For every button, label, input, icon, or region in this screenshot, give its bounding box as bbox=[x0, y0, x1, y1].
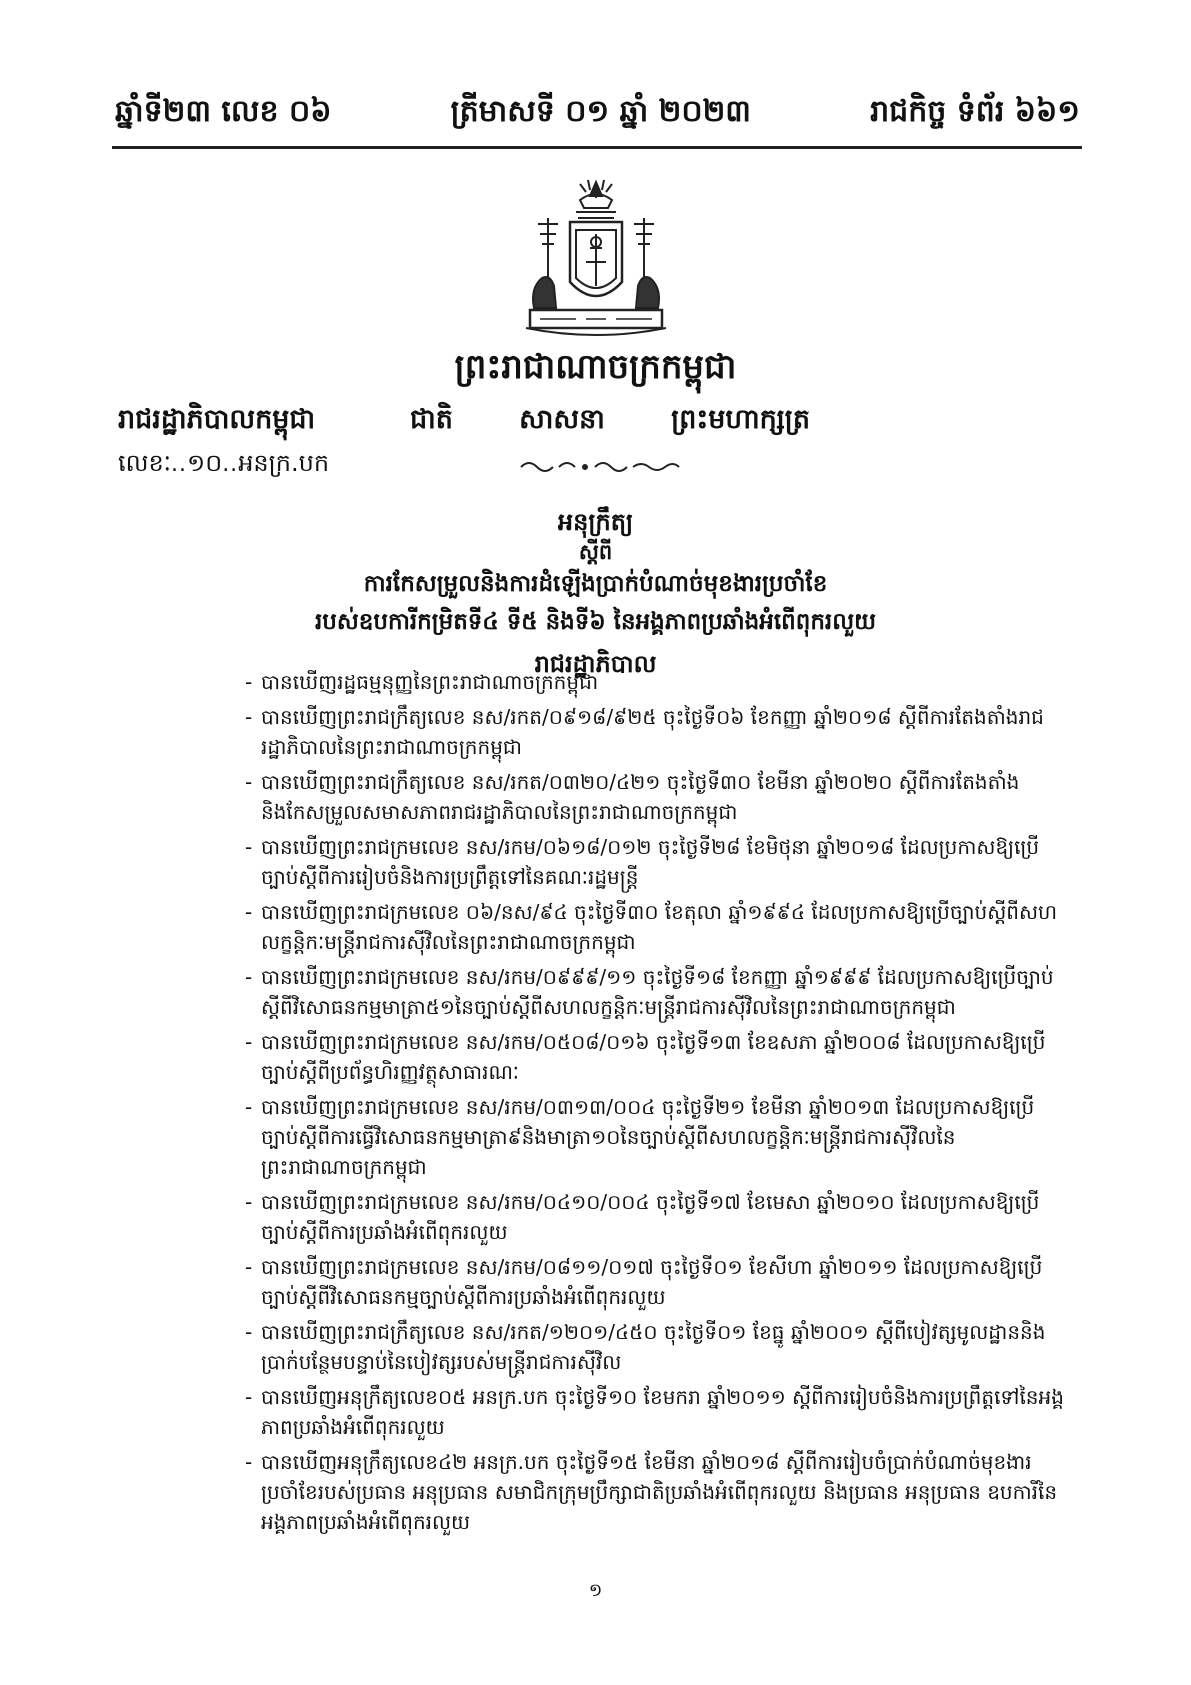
list-item: - បានឃើញព្រះរាជក្រមលេខ នស/រកម/០៩៩៩/១១ ចុះថ្ងៃទី១៨ ខែកញ្ញា ឆ្នាំ១៩៩៩ ដែលប្រកាសឱ្យប្រើច្បាប់ស្តីពីវិសោធនកម្មមាត្រា៥១នៃច្បាប់ស្តីពីសហលក្ខន្តិកៈមន្ត្រីរាជការស៊ីវិលនៃព្រះរាជាណាចក្រកម្ពុជា bbox=[245, 965, 1054, 1019]
list-item: - បានឃើញអនុក្រឹត្យលេខ០៥ អនក្រ.បក ចុះថ្ងៃទី១០ ខែមករា ឆ្នាំ២០១១ ស្តីពីការរៀបចំនិងការប្រព្រឹត្តទៅនៃអង្គភាពប្រឆាំងអំពើពុករលួយ bbox=[245, 1385, 1064, 1439]
list-item: - បានឃើញព្រះរាជក្រមលេខ នស/រកម/០៦១៨/០១២ ចុះថ្ងៃទី២៨ ខែមិថុនា ឆ្នាំ២០១៨ ដែលប្រកាសឱ្យប្រើច្បាប់ស្តីពីការរៀបចំនិងការប្រព្រឹត្តទៅនៃគណៈរដ្ឋមន្ត្រី bbox=[245, 835, 1040, 889]
reference-value: ១០ bbox=[187, 449, 223, 477]
reference-prefix: លេខៈ bbox=[118, 449, 172, 477]
document-type: អនុក្រឹត្យ bbox=[557, 508, 634, 536]
list-item: - បានឃើញព្រះរាជក្រមលេខ នស/រកម/០៥០៨/០១៦ ចុះថ្ងៃទី១៣ ខែឧសភា ឆ្នាំ២០០៨ ដែលប្រកាសឱ្យប្រើច្បាប់ស្តីពីប្រព័ន្ធហិរញ្ញវត្ថុសាធារណៈ bbox=[245, 1030, 1046, 1084]
list-item: - បានឃើញរដ្ឋធម្មនុញ្ញនៃព្រះរាជាណាចក្រកម្ពុជា bbox=[245, 670, 599, 694]
decorative-divider-icon bbox=[515, 455, 685, 477]
national-motto bbox=[410, 403, 810, 442]
header-divider bbox=[112, 146, 1082, 149]
page-number: ១ bbox=[588, 1580, 603, 1601]
reference-dots-a: .. bbox=[171, 452, 188, 477]
decree-title bbox=[0, 505, 1191, 687]
header-quarter: ត្រីមាសទី ០១ ឆ្នាំ ២០២៣ bbox=[450, 94, 751, 129]
subject-line-2: របស់ឧបការីកម្រិតទី៤ ទី៥ និងទី៦ នៃអង្គភាពប្រឆាំងអំពើពុករលួយ bbox=[314, 609, 877, 635]
header-page-ref: រាជកិច្ច ទំព័រ ៦៦១ bbox=[870, 94, 1080, 129]
list-item: - បានឃើញព្រះរាជក្រឹត្យលេខ នស/រកត/០៩១៨/៩២៥ ចុះថ្ងៃទី០៦ ខែកញ្ញា ឆ្នាំ២០១៨ ស្តីពីការតែងតាំងរាជរដ្ឋាភិបាលនៃព្រះរាជាណាចក្រកម្ពុជា bbox=[245, 705, 1044, 759]
motto-king: ព្រះមហាក្សត្រ bbox=[671, 404, 810, 435]
list-item: - បានឃើញព្រះរាជក្រឹត្យលេខ នស/រកត/១២០១/៤៥០ ចុះថ្ងៃទី០១ ខែធ្នូ ឆ្នាំ២០០១ ស្តីពីបៀវត្សមូលដ្ឋាននិងប្រាក់បន្ថែមបន្ទាប់នៃបៀវត្សរបស់មន្ត្រីរាជការស៊ីវិល bbox=[245, 1320, 1046, 1374]
concerning-label: ស្តីពី bbox=[578, 540, 613, 564]
list-item: - បានឃើញព្រះរាជក្រឹត្យលេខ នស/រកត/០៣២០/៤២១ ចុះថ្ងៃទី៣០ ខែមីនា ឆ្នាំ២០២០ ស្តីពីការតែងតាំងនិងកែសម្រួលសមាសភាពរាជរដ្ឋាភិបាលនៃព្រះរាជាណាចក្រកម្ពុជា bbox=[245, 770, 1020, 824]
list-item: - បានឃើញព្រះរាជក្រមលេខ នស/រកម/០៨១១/០១៧ ចុះថ្ងៃទី០១ ខែសីហា ឆ្នាំ២០១១ ដែលប្រកាសឱ្យប្រើច្បាប់ស្តីពីវិសោធនកម្មច្បាប់ស្តីពីការប្រឆាំងអំពើពុករលួយ bbox=[245, 1255, 1043, 1309]
issuer-name: រាជរដ្ឋាភិបាលកម្ពុជា bbox=[118, 404, 316, 435]
reference-number bbox=[118, 448, 329, 483]
kingdom-title: ព្រះរាជាណាចក្រកម្ពុជា bbox=[454, 347, 737, 387]
motto-nation: ជាតិ bbox=[410, 404, 453, 435]
list-item: - បានឃើញអនុក្រឹត្យលេខ៤២ អនក្រ.បក ចុះថ្ងៃទី១៥ ខែមីនា ឆ្នាំ២០១៨ ស្តីពីការរៀបចំប្រាក់បំណាច់មុខងារប្រចាំខែរបស់ប្រធាន អនុប្រធាន សមាជិកក្រុមប្រឹក្សាជាតិប្រឆាំងអំពើពុករលួយ និងប្រធាន អនុប្រធាន ឧបការីនៃអង្គភាពប្រឆាំងអំពើពុករលួយ bbox=[245, 1450, 1058, 1534]
header-issue-number: ឆ្នាំទី២៣ លេខ ០៦ bbox=[115, 94, 332, 129]
motto-religion: សាសនា bbox=[519, 404, 605, 435]
preamble-list bbox=[245, 667, 1065, 1542]
authority-heading: រាជរដ្ឋាភិបាល bbox=[534, 650, 657, 678]
list-item: - បានឃើញព្រះរាជក្រមលេខ នស/រកម/០៣១៣/០០៤ ចុះថ្ងៃទី២១ ខែមីនា ឆ្នាំ២០១៣ ដែលប្រកាសឱ្យប្រើច្បាប់ស្តីពីការធ្វើវិសោធនកម្មមាត្រា៩និងមាត្រា១០នៃច្បាប់ស្តីពីសហលក្ខន្តិកៈមន្ត្រីរាជការស៊ីវិលនៃព្រះរាជាណាចក្រកម្ពុជា bbox=[245, 1095, 1035, 1179]
reference-suffix: អនក្រ.បក bbox=[238, 449, 330, 477]
gazette-header bbox=[115, 92, 1080, 136]
list-item: - បានឃើញព្រះរាជក្រមលេខ ០៦/នស/៩៤ ចុះថ្ងៃទី៣០ ខែតុលា ឆ្នាំ១៩៩៤ ដែលប្រកាសឱ្យប្រើច្បាប់ស្តីពីសហលក្ខន្តិកៈមន្ត្រីរាជការស៊ីវិលនៃព្រះរាជាណាចក្រកម្ពុជា bbox=[245, 900, 1058, 954]
subject-line-1: ការកែសម្រួលនិងការដំឡើងប្រាក់បំណាច់មុខងារប្រចាំខែ bbox=[363, 571, 828, 597]
list-item: - បានឃើញព្រះរាជក្រមលេខ នស/រកម/០៤១០/០០៤ ចុះថ្ងៃទី១៧ ខែមេសា ឆ្នាំ២០១០ ដែលប្រកាសឱ្យប្រើច្បាប់ស្តីពីការប្រឆាំងអំពើពុករលួយ bbox=[245, 1190, 1040, 1244]
reference-dots-b: .. bbox=[222, 452, 239, 477]
royal-arms-emblem-icon bbox=[520, 178, 672, 340]
